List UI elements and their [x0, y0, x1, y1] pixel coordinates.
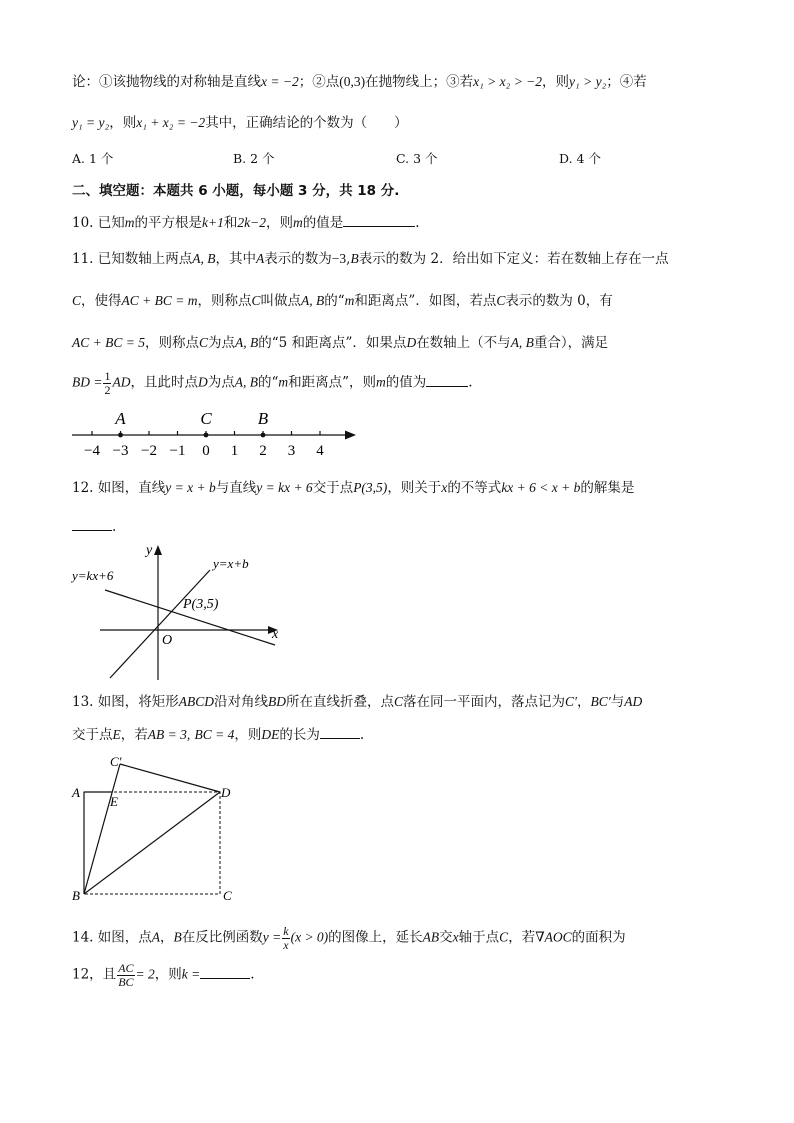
- tick-label: −4: [84, 443, 100, 459]
- tick-label: −3: [112, 443, 129, 459]
- vertex-label: A: [72, 785, 80, 800]
- vertex-label: C′: [110, 754, 122, 769]
- x-axis-label: x: [272, 627, 279, 642]
- origin-label: O: [162, 633, 173, 648]
- q11-text: ，使得: [81, 293, 122, 309]
- q10-math: m: [124, 215, 135, 230]
- option-a: A. 1 个: [72, 151, 114, 166]
- tick-label: 2: [259, 443, 267, 459]
- q11-math: D: [197, 374, 208, 390]
- q9-text: ；②点: [298, 74, 340, 90]
- q14-text: ，则: [154, 966, 182, 983]
- q12-line-1: [72, 480, 634, 496]
- q11-math: AC + BC = m: [121, 293, 198, 308]
- q14-math: A: [151, 929, 161, 945]
- q13-text: ，若: [120, 727, 148, 743]
- q9-text: 在抛物线上；③若: [365, 74, 474, 90]
- q11-line-3: [72, 335, 608, 351]
- point-label: C: [200, 409, 212, 428]
- q11-text: 和距离点”，则: [288, 374, 377, 391]
- q14-math: x: [452, 929, 459, 945]
- q9-math: x₁ + x₂ = −2: [136, 115, 206, 130]
- number-line-figure: [70, 408, 360, 460]
- q11-text: 重合），满足: [533, 335, 609, 351]
- q11-math: −3: [331, 251, 347, 266]
- q13-line-1: [72, 694, 642, 710]
- q14-math: k =: [181, 966, 201, 982]
- denominator: x: [283, 937, 289, 952]
- q11-math: C: [198, 335, 208, 350]
- q11-math: A, B: [235, 335, 259, 350]
- vertex-label: E: [110, 794, 118, 809]
- fraction-ac-over-bc: [117, 962, 134, 988]
- folded-rectangle-figure: [70, 752, 245, 907]
- q11-text: ,: [346, 251, 351, 267]
- tick-label: −1: [169, 443, 186, 459]
- q13-text: .: [359, 727, 365, 743]
- q14-math: ∇AOC: [535, 929, 572, 945]
- q13-math: AD: [624, 694, 643, 709]
- tick-label: 1: [230, 443, 239, 459]
- q12-math: y = kx + 6: [256, 480, 313, 495]
- q9-math: y₁ = y₂: [72, 115, 110, 130]
- line-y-x-plus-b: [110, 570, 210, 678]
- q10-text: ，则: [265, 215, 293, 231]
- q11-math: m: [278, 374, 289, 390]
- q10-math: m: [292, 215, 303, 230]
- q10: [72, 214, 420, 231]
- q13-math: BC′: [590, 694, 611, 709]
- q13-math: BD: [268, 694, 287, 709]
- q11-text: 在数轴上（不与: [416, 335, 511, 351]
- q9-math: x₁ > x₂ > −2: [473, 74, 543, 89]
- q13-line-2: [72, 726, 364, 743]
- q10-math: 2k−2: [237, 215, 266, 230]
- q10-text: .: [415, 215, 420, 231]
- q11-line-1: [72, 251, 669, 267]
- q14-text: 14. 如图，点: [72, 929, 152, 946]
- q13-math: BC = 4: [194, 727, 235, 742]
- q9-text: 论：①该抛物线的对称轴是直线: [72, 74, 261, 90]
- q11-math: A: [256, 251, 265, 266]
- q14-math: C: [499, 929, 509, 945]
- answer-blank[interactable]: [320, 726, 360, 739]
- q9-text: ，则: [542, 74, 570, 90]
- q12-text: 与直线: [215, 480, 257, 496]
- q13-text: 的长为: [279, 727, 320, 743]
- tick-label: 4: [316, 443, 324, 459]
- q13-text: ，: [577, 694, 591, 710]
- q11-text: ，则称点: [197, 293, 252, 309]
- denominator: 2: [104, 382, 111, 397]
- arrow-icon: [345, 431, 356, 440]
- q14-text: 轴于点: [458, 929, 500, 946]
- q9-text: 其中，正确结论的个数为（ ）: [205, 115, 408, 131]
- q12-text: 的解集是: [580, 480, 635, 496]
- number-line-point: [261, 433, 266, 438]
- numerator: k: [283, 924, 289, 938]
- q9-line-2: [72, 115, 408, 131]
- q11-text: ，其中: [215, 251, 257, 267]
- y-arrow-icon: [154, 545, 162, 555]
- q11-text: 的值为: [385, 374, 427, 391]
- q12-math: x: [441, 480, 448, 495]
- q14-text: 12，且: [72, 966, 117, 983]
- q11-text: .: [468, 374, 473, 391]
- q11-text: 为点: [208, 335, 235, 351]
- q11-text: ，则称点: [144, 335, 199, 351]
- vertex-label: D: [221, 785, 231, 800]
- q11-math: B: [350, 251, 359, 266]
- q10-math: k+1: [202, 215, 224, 230]
- q14-line-1: [72, 925, 626, 951]
- numerator: 1: [104, 369, 111, 383]
- q14-text: ，若: [508, 929, 536, 946]
- option-c: C. 3 个: [396, 151, 438, 166]
- answer-blank[interactable]: [200, 966, 250, 979]
- option-d: D. 4 个: [559, 151, 601, 166]
- fraction-half: [103, 370, 111, 396]
- q12-text: 交于点: [312, 480, 354, 496]
- q11-math: AD: [112, 374, 131, 390]
- q10-text: 的平方根是: [134, 215, 203, 231]
- q12-math: kx + 6 < x + b: [501, 480, 581, 495]
- q9-math: x = −2: [261, 74, 299, 89]
- q14-text: 的面积为: [571, 929, 626, 946]
- option-b: B. 2 个: [233, 151, 275, 166]
- answer-blank[interactable]: [343, 214, 415, 227]
- q14-math: y =: [262, 929, 282, 945]
- q12-line-2: [72, 518, 116, 535]
- q12-text: .: [112, 519, 117, 535]
- number-line-point: [204, 433, 209, 438]
- q12-text: 12. 如图，直线: [72, 480, 166, 496]
- q11-math: BD =: [72, 374, 103, 390]
- q11-math: A, B: [301, 293, 325, 308]
- q13-text: 所在直线折叠，点: [286, 694, 395, 710]
- q9-text: ，则: [109, 115, 137, 131]
- q13-text: ，则: [234, 727, 262, 743]
- q11-math: m: [376, 374, 386, 390]
- fraction-k-over-x: [282, 925, 289, 951]
- q13-math: C′: [565, 694, 577, 709]
- q11-text: 的“5 和距离点”．如果点: [258, 335, 407, 351]
- q14-text: .: [250, 966, 255, 983]
- q14-math: B: [173, 929, 182, 945]
- line-label-1: y=x+b: [213, 556, 249, 571]
- point-label: B: [257, 409, 269, 428]
- q12-text: ，则关于: [387, 480, 442, 496]
- q11-math: A, B: [510, 335, 534, 350]
- numerator: AC: [118, 961, 134, 975]
- q13-math: C: [394, 694, 404, 709]
- vertex-label: C: [223, 888, 232, 903]
- q13-text: 沿对角线: [214, 694, 269, 710]
- q13-text: 13. 如图，将矩形: [72, 694, 179, 710]
- q10-text: 的值是: [302, 215, 344, 231]
- answer-blank[interactable]: [72, 518, 112, 531]
- segment-bc-prime: [84, 764, 120, 894]
- q10-text: 和: [223, 215, 238, 231]
- q11-text: 和距离点”．如图，若点: [354, 293, 497, 309]
- q11-text: 表示的数为 2．给出如下定义：若在数轴上存在一点: [358, 251, 669, 267]
- q11-math: D: [406, 335, 417, 350]
- q11-math: AC + BC = 5: [72, 335, 145, 350]
- q13-text: 与: [610, 694, 625, 710]
- q13-math: DE: [261, 727, 280, 742]
- answer-blank[interactable]: [426, 374, 468, 387]
- q14-line-2: [72, 962, 255, 988]
- q11-text: ，且此时点: [130, 374, 198, 391]
- q14-math: = 2: [135, 966, 155, 982]
- q11-math: m: [344, 293, 355, 308]
- q13-math: E: [112, 727, 121, 742]
- q11-line-4: [72, 370, 473, 396]
- denominator: BC: [118, 974, 134, 989]
- q14-text: 的图像上，延长: [328, 929, 423, 946]
- q11-math: C: [496, 293, 506, 308]
- q11-text: 表示的数为 0，有: [505, 293, 613, 309]
- q13-text: 交于点: [72, 727, 113, 743]
- y-axis-label: y: [146, 543, 153, 558]
- tick-label: −2: [141, 443, 157, 459]
- q11-math: A, B: [192, 251, 216, 266]
- q9-text: ；④若: [606, 74, 647, 90]
- q11-text: 的“: [257, 374, 279, 391]
- point-label: A: [115, 409, 126, 428]
- q14-math: AB: [422, 929, 440, 945]
- q11-text: 为点: [207, 374, 235, 391]
- diagonal-bd: [84, 792, 220, 894]
- q11-text: 叫做点: [260, 293, 302, 309]
- q11-text: 的“: [324, 293, 345, 309]
- vertex-label: B: [72, 888, 80, 903]
- q9-math: (0,3): [339, 74, 366, 89]
- q14-math: (x > 0): [290, 929, 329, 945]
- tick-label: 3: [287, 443, 296, 459]
- q12-text: 的不等式: [447, 480, 502, 496]
- q12-math: y = x + b: [165, 480, 216, 495]
- q14-text: 交: [439, 929, 453, 946]
- section-heading: 二、填空题：本题共 6 小题，每小题 3 分，共 18 分.: [72, 183, 400, 199]
- point-p-label: P(3,5): [183, 597, 219, 612]
- q13-math: ABCD: [178, 694, 215, 709]
- q9-math: y₁ > y₂: [569, 74, 607, 89]
- number-line-point: [118, 433, 123, 438]
- segment-c-prime-d: [120, 764, 220, 792]
- linear-graph-figure: [70, 540, 285, 682]
- q11-text: 表示的数为: [264, 251, 332, 267]
- q13-math: AB = 3,: [147, 727, 191, 742]
- line-label-2: y=kx+6: [72, 568, 114, 583]
- q11-math: A, B: [234, 374, 258, 390]
- q13-text: 落在同一平面内，落点记为: [403, 694, 566, 710]
- q12-math: P(3,5): [353, 480, 388, 495]
- tick-label: 0: [202, 443, 210, 459]
- q9-line-1: [72, 74, 647, 90]
- q11-line-2: [72, 293, 613, 309]
- q14-text: 在反比例函数: [181, 929, 263, 946]
- q11-text: 11. 已知数轴上两点: [72, 251, 193, 267]
- q11-math: C: [72, 293, 82, 308]
- q10-text: 10. 已知: [72, 215, 125, 231]
- q14-text: ，: [160, 929, 174, 946]
- q11-math: C: [251, 293, 261, 308]
